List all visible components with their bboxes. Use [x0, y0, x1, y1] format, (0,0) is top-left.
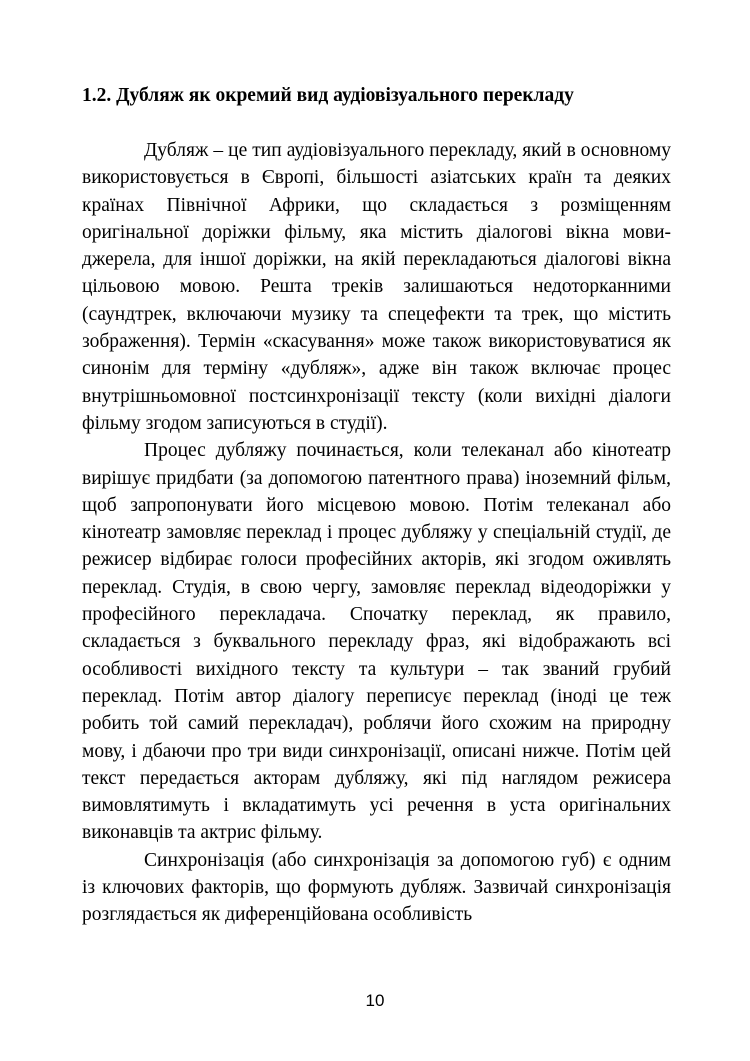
paragraph-synchronization: Синхронізація (або синхронізація за допомогою губ) є одним із ключових факторів, що формують дубляж. Зазвичай синхронізація розглядається як диференційована особливість [82, 849, 671, 926]
paragraph-dubbing-definition: Дубляж – це тип аудіовізуального перекладу, який в основному використовується в Європі, більшості азіатських країн та деяких країнах Північної Африки, що складається з розміщенням оригінальної доріжки фільму, яка містить діалогові вікна мови-джерела, для іншої доріжки, на якій перекладаються діалогові вікна цільовою мовою. Решта треків залишаються недоторканними (саундтрек, включаючи музику та спецефекти та трек, що містить зображення). Термін «скасування» може також використовуватися як синонім для терміну «дубляж», адже він також включає процес внутрішньомовної постсинхронізації тексту (коли вихідні діалоги фільму згодом записуються в студії). [82, 140, 671, 434]
body-text [82, 137, 671, 929]
paragraph-dubbing-process: Процес дубляжу починається, коли телеканал або кінотеатр вирішує придбати (за допомогою патентного права) іноземний фільм, щоб запропонувати його місцевою мовою. Потім телеканал або кінотеатр замовляє переклад і процес дубляжу у спеціальній студії, де режисер відбирає голоси професійних акторів, які згодом оживлять переклад. Студія, в свою чергу, замовляє переклад відеодоріжки у професійного перекладача. Спочатку переклад, як правило, складається з буквального перекладу фраз, які відображають всі особливості вихідного тексту та культури – так званий грубий переклад. Потім автор діалогу переписує переклад (іноді це теж робить той самий перекладач), роблячи його схожим на природну мову, і дбаючи про три види синхронізації, описані нижче. Потім цей текст передається акторам дубляжу, які під наглядом режисера вимовлятимуть і вкладатимуть усі речення в уста оригінальних виконавців та актрис фільму. [82, 440, 671, 844]
page-number: 10 [365, 991, 385, 1010]
section-heading: 1.2. Дубляж як окремий вид аудіовізуального перекладу [82, 85, 574, 106]
